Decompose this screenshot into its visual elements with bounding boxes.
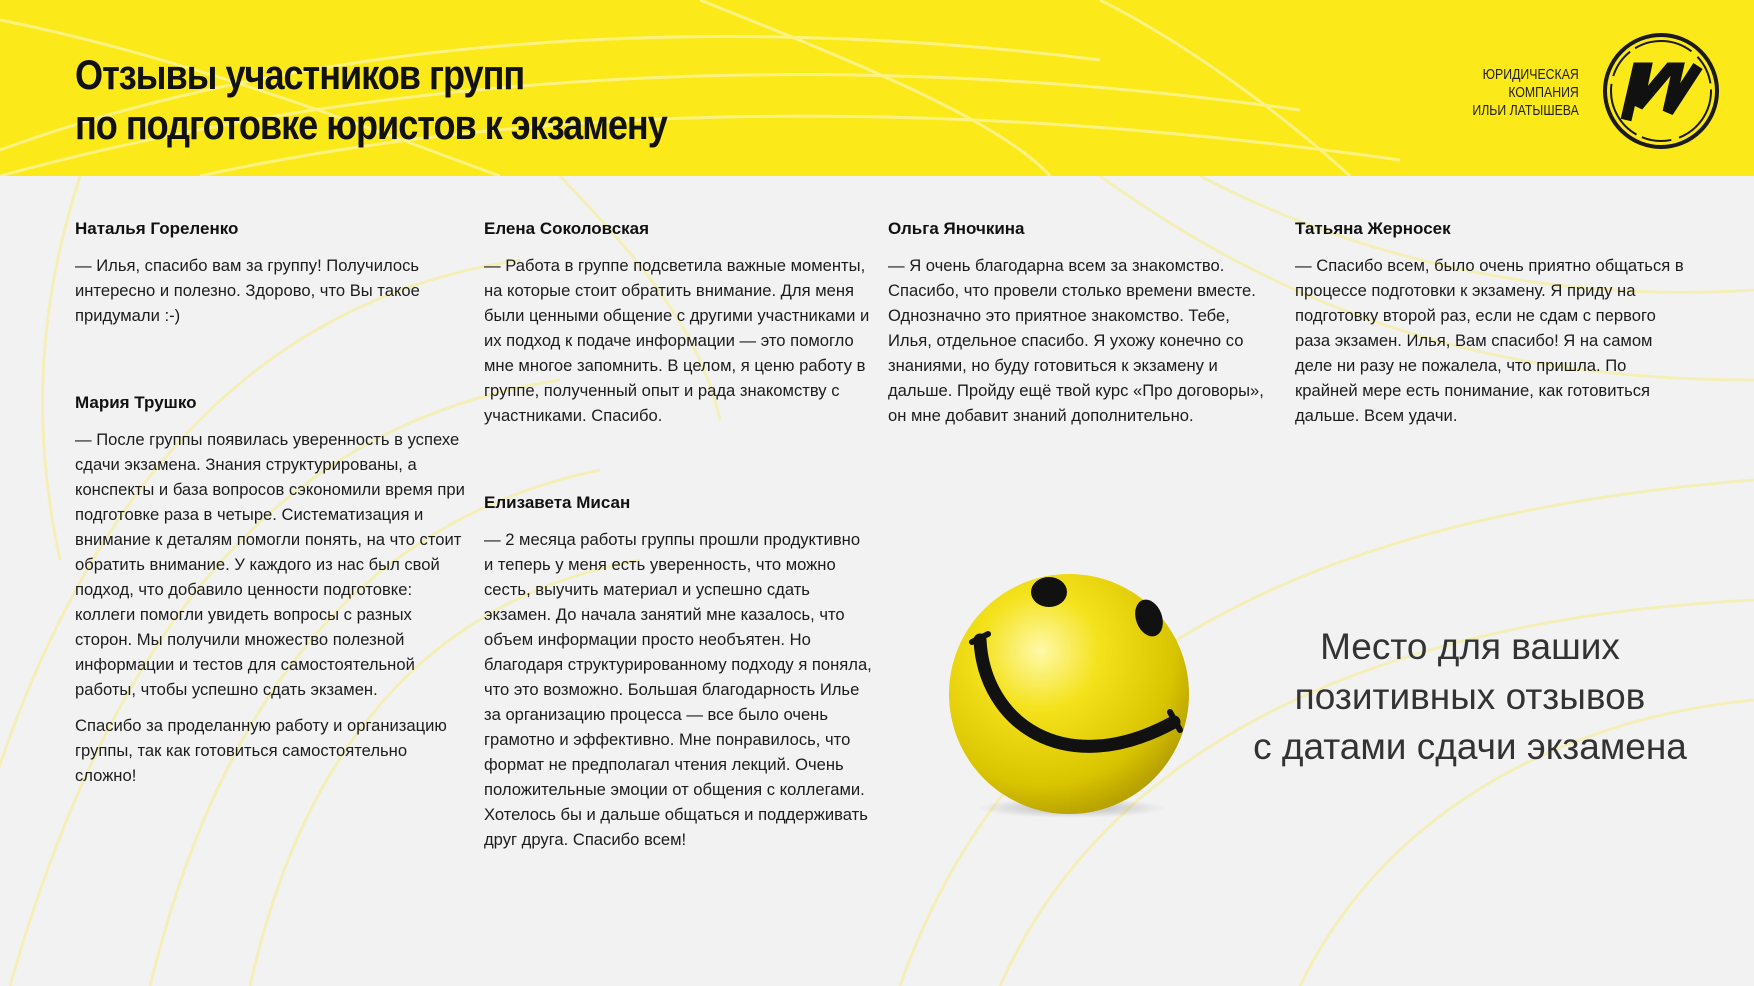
smiley-ball-icon: [944, 572, 1194, 822]
review-text-continued: Спасибо за проделанную работу и организацию группы, так как готовиться самостоятельно сложно!: [75, 716, 447, 785]
placeholder-line-3: с датами сдачи экзамена: [1253, 726, 1687, 767]
logo-text-line-1: ЮРИДИЧЕСКАЯ: [1482, 66, 1579, 83]
logo-text-line-2: КОМПАНИЯ: [1508, 84, 1579, 101]
review-zhernosek: [1295, 216, 1685, 428]
placeholder-caption: [1240, 622, 1700, 772]
reviewer-name: Елизавета Мисан: [484, 493, 631, 512]
review-text: — Илья, спасибо вам за группу! Получилось интересно и полезно. Здорово, что Вы такое придумали :-): [75, 256, 420, 325]
review-trushko: [75, 390, 465, 788]
logo-text-line-3: ИЛЬИ ЛАТЫШЕВА: [1472, 102, 1579, 119]
title-line-2: по подготовке юристов к экзамену: [75, 101, 667, 148]
review-gorelenko: [75, 216, 465, 328]
review-misan: [484, 490, 872, 852]
review-yanochkina: [888, 216, 1276, 428]
review-text: — После группы появилась уверенность в успехе сдачи экзамена. Знания структурированы, а конспекты и база вопросов сэкономили время при подготовке раза в четыре. Систематизация и внимание к деталям помогли понять, на что стоит обратить внимание. У каждого из нас был свой подход, что добавило ценности подготовке: коллеги помогли увидеть вопросы с разных сторон. Мы получили множество полезной информации и тестов для самостоятельной работы, чтобы успешно сдать экзамен.: [75, 430, 465, 699]
title-line-1: Отзывы участников групп: [75, 51, 525, 98]
placeholder-line-2: позитивных отзывов: [1294, 676, 1646, 717]
law-firm-logo-icon: [1598, 28, 1724, 154]
reviewer-name: Татьяна Жерносек: [1295, 219, 1451, 238]
placeholder-line-1: Место для ваших: [1320, 626, 1620, 667]
review-text: — 2 месяца работы группы прошли продуктивно и теперь у меня есть уверенность, что можно сесть, выучить материал и успешно сдать экзамен. До начала занятий мне казалось, что объем информации просто необъятен. Но благодаря структурированному подходу я поняла, что это возможно. Большая благодарность Илье за организацию процесса — все было очень грамотно и эффективно. Мне понравилось, что формат не предполагал чтения лекций. Очень положительные эмоции от общения с коллегами. Хотелось бы и дальше общаться и поддерживать друг друга. Спасибо всем!: [484, 530, 872, 849]
review-text: — Работа в группе подсветила важные моменты, на которые стоит обратить внимание. Для меня были ценными общение с другими участниками и их подход к подаче информации — это помогло мне многое запомнить. В целом, я ценю работу в группе, полученный опыт и рада знакомству с участниками. Спасибо.: [484, 256, 870, 425]
review-sokolovskaya: [484, 216, 872, 428]
reviewer-name: Наталья Гореленко: [75, 219, 239, 238]
reviewer-name: Ольга Яночкина: [888, 219, 1025, 238]
header-banner: [0, 0, 1754, 176]
reviewer-name: Мария Трушко: [75, 393, 197, 412]
company-logo: [1434, 22, 1724, 152]
reviewer-name: Елена Соколовская: [484, 219, 650, 238]
review-text: — Спасибо всем, было очень приятно общаться в процессе подготовки к экзамену. Я приду на подготовку второй раз, если не сдам с первого раза экзамен. Илья, Вам спасибо! Я на самом деле ни разу не пожалела, что пришла. По крайней мере есть понимание, как готовиться дальше. Всем удачи.: [1295, 256, 1684, 425]
page-title: [75, 50, 667, 150]
review-text: — Я очень благодарна всем за знакомство. Спасибо, что провели столько времени вместе. Однозначно это приятное знакомство. Тебе, Илья, отдельное спасибо. Я ухожу конечно со знаниями, но буду готовиться к экзамену и дальше. Пройду ещё твой курс «Про договоры», он мне добавит знаний дополнительно.: [888, 256, 1264, 425]
logo-text: [1473, 66, 1579, 120]
